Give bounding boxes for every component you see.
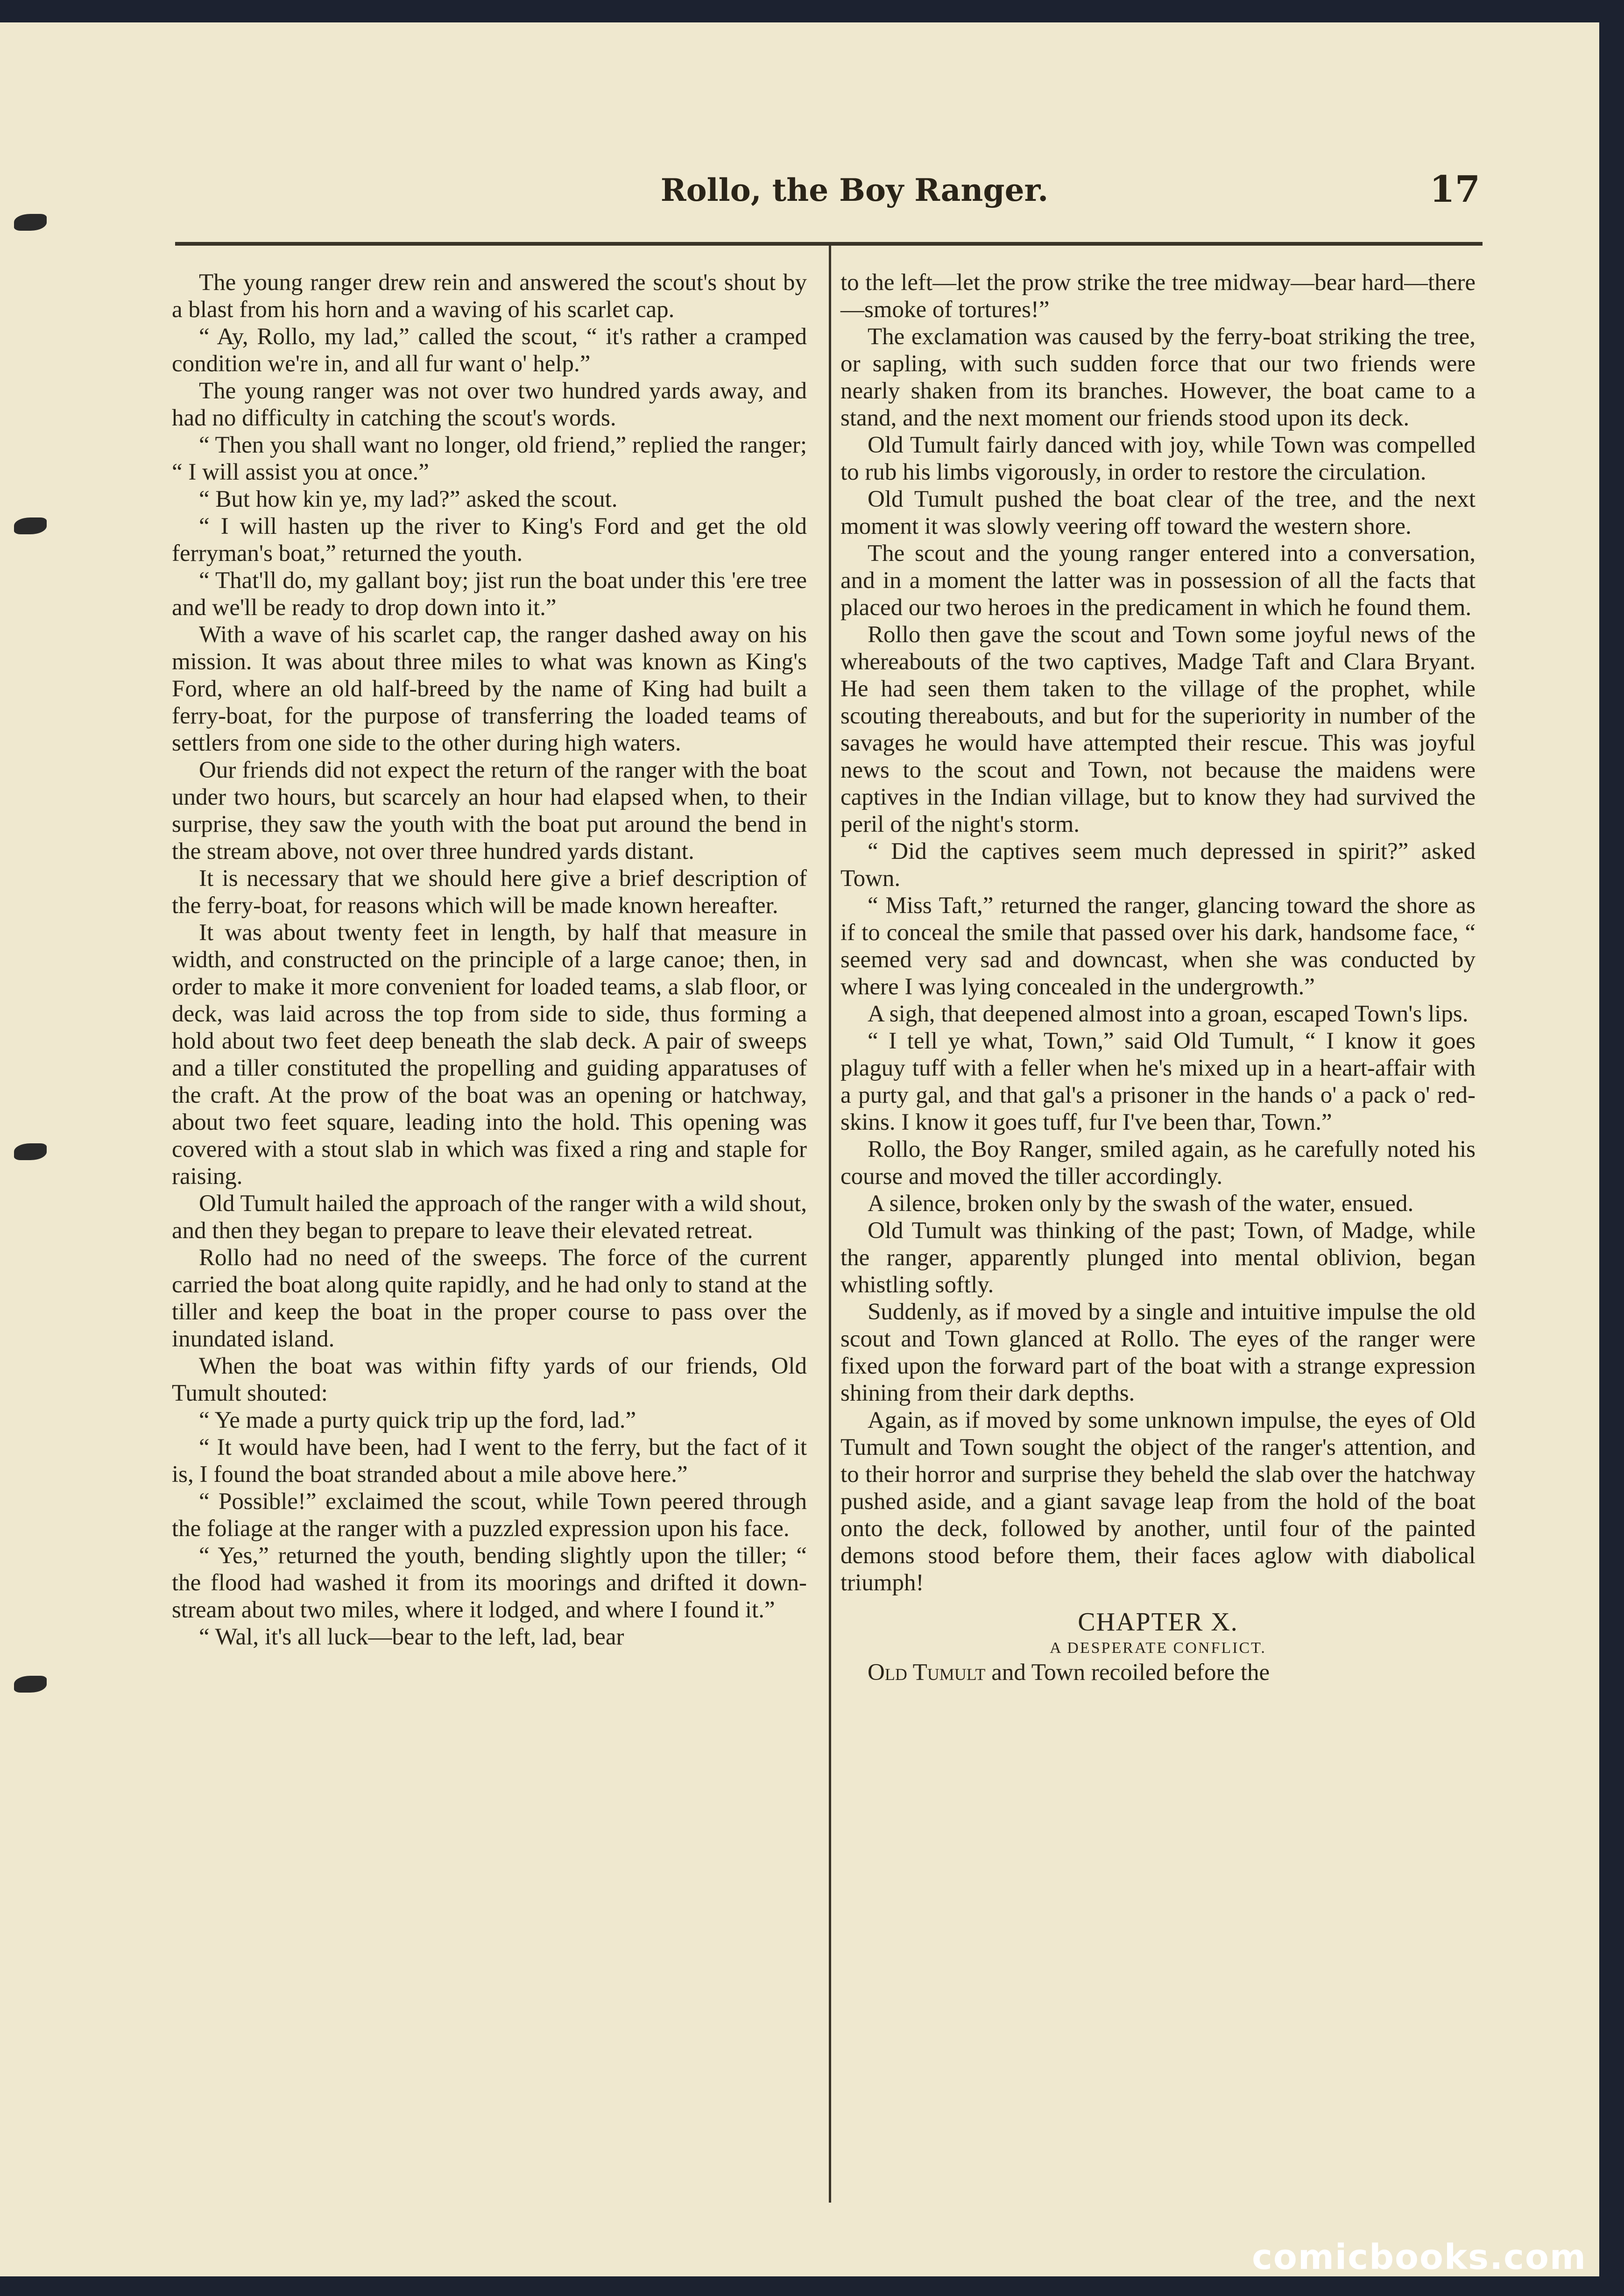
- right-column: [840, 269, 1476, 1686]
- paragraph: Suddenly, as if moved by a single and intuitive impulse the old scout and Town glanced at Rollo. The eyes of the ranger were fixed upon the forward part of the boat with a strange expression shining from their dark depths.: [840, 1299, 1476, 1406]
- watermark: comicbooks.com: [1252, 2237, 1587, 2277]
- opening-text: and Town recoiled before the: [985, 1659, 1270, 1686]
- paragraph: Our friends did not expect the return of the ranger with the boat under two hours, but scarcely an hour had elapsed when, to their surprise, they saw the youth with the boat put around the bend in the stream above, not over three hundred yards distant.: [172, 757, 807, 865]
- paragraph: The young ranger drew rein and answered the scout's shout by a blast from his horn and a waving of his scarlet cap.: [172, 269, 807, 323]
- chapter-opening-paragraph: [840, 1659, 1476, 1686]
- paragraph: “ That'll do, my gallant boy; jist run the boat under this 'ere tree and we'll be ready to drop down into it.”: [172, 567, 807, 621]
- chapter-subtitle: A DESPERATE CONFLICT.: [1050, 1639, 1266, 1657]
- paragraph: “ Miss Taft,” returned the ranger, glancing toward the shore as if to conceal the smile that passed over his dark, handsome face, “ seemed very sad and downcast, when she was conducted by where I was lying concealed in the undergrowth.”: [840, 893, 1476, 1000]
- paragraph: The exclamation was caused by the ferry-boat striking the tree, or sapling, with such sudden force that our two friends were nearly shaken from its branches. However, the boat came to a stand, and the next moment our friends stood upon its deck.: [840, 324, 1476, 431]
- binding-stitch: [14, 517, 47, 534]
- paragraph: Old Tumult was thinking of the past; Town, of Madge, while the ranger, apparently plunged into mental oblivion, began whistling softly.: [840, 1218, 1476, 1298]
- paragraph: With a wave of his scarlet cap, the ranger dashed away on his mission. It was about three miles to what was known as King's Ford, where an old half-breed by the name of King had built a ferry-boat, for the purpose of transferring the loaded teams of settlers from one side to the other during high waters.: [172, 622, 807, 756]
- paragraph: “ Did the captives seem much depressed in spirit?” asked Town.: [840, 838, 1476, 892]
- paragraph: The scout and the young ranger entered into a conversation, and in a moment the latter was in possession of all the facts that placed our two heroes in the predicament in which he found them.: [840, 540, 1476, 621]
- paragraph: A silence, broken only by the swash of the water, ensued.: [868, 1191, 1414, 1217]
- paragraph: “ Ye made a purty quick trip up the ford, lad.”: [199, 1407, 636, 1433]
- paragraph: Rollo had no need of the sweeps. The force of the current carried the boat along quite rapidly, and he had only to stand at the tiller and keep the boat in the proper course to pass over the inundated island.: [172, 1245, 807, 1352]
- paragraph: Old Tumult fairly danced with joy, while Town was compelled to rub his limbs vigorously, in order to restore the circulation.: [840, 432, 1476, 485]
- paragraph: The young ranger was not over two hundred yards away, and had no difficulty in catching the scout's words.: [172, 378, 807, 431]
- header-rule: [175, 242, 1483, 246]
- opening-small-caps: Old Tumult: [868, 1659, 986, 1686]
- chapter-heading: CHAPTER X.: [1078, 1608, 1238, 1637]
- column-rule: [829, 246, 831, 2203]
- paragraph: “ Ay, Rollo, my lad,” called the scout, “ it's rather a cramped condition we're in, and all fur want o' help.”: [172, 324, 807, 377]
- paragraph: “ I tell ye what, Town,” said Old Tumult, “ I know it goes plaguy tuff with a feller when he's mixed up in a heart-affair with a purty gal, and that gal's a prisoner in the hands o' a pack o' red-skins. I know it goes tuff, fur I've been thar, Town.”: [840, 1028, 1476, 1135]
- binding-stitch: [14, 1143, 47, 1160]
- paragraph: Again, as if moved by some unknown impulse, the eyes of Old Tumult and Town sought the object of the ranger's attention, and to their horror and surprise they beheld the slab over the hatchway pushed aside, and a giant savage leap from the hold of the boat onto the deck, followed by another, until four of the painted demons stood before them, their faces aglow with diabolical triumph!: [840, 1407, 1476, 1596]
- paragraph: It is necessary that we should here give a brief description of the ferry-boat, for reasons which will be made known hereafter.: [172, 865, 807, 919]
- binding-stitch: [14, 1676, 47, 1693]
- paragraph: Old Tumult hailed the approach of the ranger with a wild shout, and then they began to prepare to leave their elevated retreat.: [172, 1191, 807, 1244]
- paragraph: “ Possible!” exclaimed the scout, while Town peered through the foliage at the ranger with a puzzled expression upon his face.: [172, 1488, 807, 1542]
- paragraph: A sigh, that deepened almost into a groan, escaped Town's lips.: [868, 1001, 1469, 1027]
- paragraph: “ It would have been, had I went to the ferry, but the fact of it is, I found the boat stranded about a mile above here.”: [172, 1434, 807, 1488]
- paragraph: to the left—let the prow strike the tree midway—bear hard—there—smoke of tortures!”: [840, 269, 1476, 323]
- page: [0, 22, 1599, 2276]
- paragraph: Rollo then gave the scout and Town some joyful news of the whereabouts of the two captives, Madge Taft and Clara Bryant. He had seen them taken to the village of the prophet, while scouting thereabouts, and but for the superiority in number of the savages he would have attempted their rescue. This was joyful news to the scout and Town, not because the maidens were captives in the Indian village, but to know they had survived the peril of the night's storm.: [840, 622, 1476, 837]
- paragraph: “ Wal, it's all luck—bear to the left, lad, bear: [199, 1624, 624, 1650]
- paragraph: “ Yes,” returned the youth, bending slightly upon the tiller; “ the flood had washed it from its moorings and drifted it down-stream about two miles, where it lodged, and where I found it.”: [172, 1543, 807, 1623]
- paragraph: Old Tumult pushed the boat clear of the tree, and the next moment it was slowly veering off toward the western shore.: [840, 486, 1476, 539]
- running-title: Rollo, the Boy Ranger.: [660, 172, 1049, 208]
- paragraph: When the boat was within fifty yards of our friends, Old Tumult shouted:: [172, 1353, 807, 1406]
- left-column: [172, 269, 807, 1651]
- binding-stitch: [14, 214, 47, 231]
- paragraph: Rollo, the Boy Ranger, smiled again, as he carefully noted his course and moved the tiller accordingly.: [840, 1136, 1476, 1190]
- paragraph: “ Then you shall want no longer, old friend,” replied the ranger; “ I will assist you at once.”: [172, 432, 807, 485]
- paragraph: “ I will hasten up the river to King's Ford and get the old ferryman's boat,” returned the youth.: [172, 513, 807, 567]
- paragraph: “ But how kin ye, my lad?” asked the scout.: [199, 486, 618, 512]
- paragraph: It was about twenty feet in length, by half that measure in width, and constructed on the principle of a large canoe; then, in order to make it more convenient for loaded teams, a slab floor, or deck, was laid across the top from side to side, thus forming a hold about two feet deep beneath the slab deck. A pair of sweeps and a tiller constituted the propelling and guiding apparatuses of the craft. At the prow of the boat was an opening or hatchway, about two feet square, leading into the hold. This opening was covered with a stout slab in which was fixed a ring and staple for raising.: [172, 920, 807, 1190]
- page-number: 17: [1429, 168, 1480, 211]
